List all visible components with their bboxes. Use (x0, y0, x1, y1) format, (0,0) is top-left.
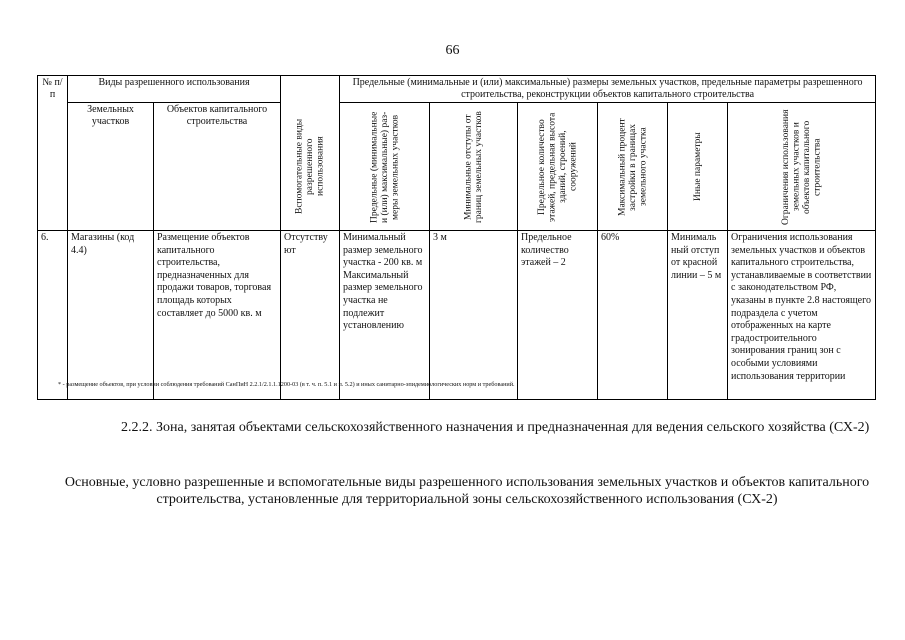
subheading: Основные, условно разрешенные и вспомогательные виды разрешенного использования земельных участков и объектов капитального строительства, установленные для территориальной зоны сельскохозяйственного использования (СХ-2) (64, 475, 870, 507)
cell-coverage: 60% (598, 231, 668, 400)
cell-capital-object: Размещение объектов капитального строительства, предназначенных для продажи товаров, торговая площадь которых составляет до 5000 кв. м (154, 231, 281, 400)
cell-land-plot: Магазины (код 4.4) (68, 231, 154, 400)
header-min-setbacks (430, 103, 518, 231)
header-restrictions-text: Ограничения использования земельных участков и объектов капитального строительства (780, 109, 823, 225)
header-min-setbacks-text: Минимальные отступы от границ земельных участков (463, 111, 484, 223)
footnote: * - размещение объектов, при условии соблюдения требований СанПиН 2.2.1/2.1.1.1200-03 (в т. ч. п. 5.1 и п. 5.2) и иных санитарно-эпидемиологических норм и требований. (58, 381, 515, 388)
header-capital-objects: Объектов капитального строительства (154, 103, 281, 231)
header-limits-group: Предельные (минимальные и (или) максимальные) размеры земельных участков, предельные параметры разрешенного строительства, реконструкции объектов капитального строительства (340, 76, 876, 103)
header-max-coverage (598, 103, 668, 231)
cell-auxiliary: Отсутству ют (281, 231, 340, 400)
cell-other: Минималь ный отступ от красной линии – 5 м (668, 231, 728, 400)
header-other-params (668, 103, 728, 231)
header-other-params-text: Иные параметры (692, 132, 703, 202)
header-plot-sizes-text: Предельные (минимальные и (или) максимальные) раз-меры земельных участков (368, 111, 400, 223)
header-num: № п/п (38, 76, 68, 231)
cell-num: 6. (38, 231, 68, 400)
header-land-plots: Земельных участков (68, 103, 154, 231)
header-permitted-uses: Виды разрешенного использования (68, 76, 281, 103)
section-heading: 2.2.2. Зона, занятая объектами сельскохозяйственного назначения и предназначенная для ведения сельского хозяйства (СХ-2) (121, 420, 870, 435)
page-number: 66 (445, 43, 460, 58)
header-restrictions (728, 103, 876, 231)
header-max-floors (518, 103, 598, 231)
table-row (38, 231, 876, 400)
header-auxiliary-uses-text: Вспомогательные виды разрешенного использования (294, 118, 326, 215)
cell-restrictions: Ограничения использования земельных участков и объектов капитального строительства, устанавливаемые в соответствии с законодательством РФ, указаны в пункте 2.8 настоящего подраздела с учетом отображенных на карте градостроительного зонирования границ зон с особыми условиями использования территории (728, 231, 876, 400)
cell-floors: Предельное количество этажей – 2 (518, 231, 598, 400)
header-plot-sizes (340, 103, 430, 231)
header-max-coverage-text: Максимальный процент застройки в границах земельного участка (616, 118, 648, 216)
regulations-table (37, 75, 876, 400)
cell-plot-size: Минимальный размер земельного участка - 200 кв. м Максимальный размер земельного участка не подлежит установлению (340, 231, 430, 400)
header-max-floors-text: Предельное количество этажей, предельная высота зданий, строений, сооружений (536, 112, 579, 222)
cell-setback: 3 м (430, 231, 518, 400)
header-auxiliary-uses (281, 76, 340, 231)
